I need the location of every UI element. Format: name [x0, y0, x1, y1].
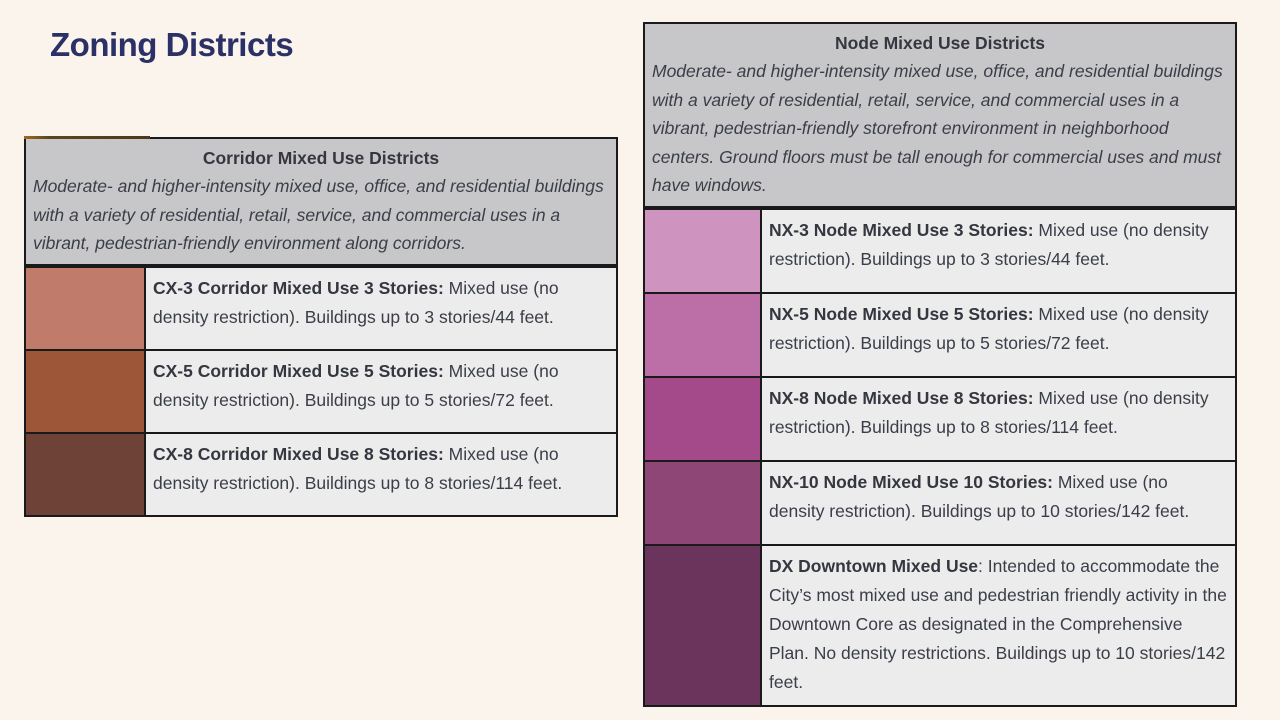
table-row-nx10: [645, 460, 1235, 544]
node-table-title: Node Mixed Use Districts: [834, 33, 1046, 53]
table-row-cx5: [26, 349, 616, 432]
table-row-cx8: [26, 432, 616, 515]
node-table-header: [645, 24, 1235, 208]
cx3-text: Mixed use (no density restriction). Buildings up to 3 stories/44 feet.: [153, 277, 559, 327]
nx8-text: Mixed use (no density restriction). Buildings up to 8 stories/114 feet.: [769, 387, 1209, 437]
table-row-nx5: [645, 292, 1235, 376]
cx8-label: CX-8 Corridor Mixed Use 8 Stories:: [153, 443, 444, 464]
nx10-description-cell: [762, 462, 1235, 544]
cx5-color-swatch: [26, 351, 146, 432]
page-title: Zoning Districts: [50, 26, 294, 63]
table-row-cx3: [26, 266, 616, 349]
dx-description-cell: [762, 546, 1235, 705]
table-row-nx8: [645, 376, 1235, 460]
cx8-text: Mixed use (no density restriction). Buildings up to 8 stories/114 feet.: [153, 443, 563, 493]
table-top-accent: [24, 136, 150, 139]
nx3-label: NX-3 Node Mixed Use 3 Stories:: [769, 219, 1034, 240]
nx10-label: NX-10 Node Mixed Use 10 Stories:: [769, 471, 1053, 492]
cx8-color-swatch: [26, 434, 146, 515]
nx5-text: Mixed use (no density restriction). Buildings up to 5 stories/72 feet.: [769, 303, 1209, 353]
dx-label: DX Downtown Mixed Use: [769, 555, 979, 576]
dx-color-swatch: [645, 546, 762, 705]
nx8-label: NX-8 Node Mixed Use 8 Stories:: [769, 387, 1034, 408]
cx5-description-cell: [146, 351, 616, 432]
nx8-description-cell: [762, 378, 1235, 460]
nx10-text: Mixed use (no density restriction). Buildings up to 10 stories/142 feet.: [769, 471, 1190, 521]
corridor-table-header: [26, 139, 616, 266]
nx3-color-swatch: [645, 210, 762, 292]
cx5-label: CX-5 Corridor Mixed Use 5 Stories:: [153, 360, 444, 381]
dx-text: : Intended to accommodate the City’s most mixed use and pedestrian friendly activity in the Downtown Core as designated in the Comprehensive Plan. No density restrictions. Buildings up to 10 stories/142 feet.: [769, 555, 1227, 692]
cx3-label: CX-3 Corridor Mixed Use 3 Stories:: [153, 277, 444, 298]
table-row-nx3: [645, 208, 1235, 292]
nx5-color-swatch: [645, 294, 762, 376]
cx3-description-cell: [146, 268, 616, 349]
cx8-description-cell: [146, 434, 616, 515]
corridor-table-title: Corridor Mixed Use Districts: [202, 148, 440, 168]
nx3-description-cell: [762, 210, 1235, 292]
cx3-color-swatch: [26, 268, 146, 349]
node-mixed-use-table: [643, 22, 1237, 707]
nx3-text: Mixed use (no density restriction). Buildings up to 3 stories/44 feet.: [769, 219, 1209, 269]
table-row-dx: [645, 544, 1235, 705]
nx5-description-cell: [762, 294, 1235, 376]
nx10-color-swatch: [645, 462, 762, 544]
corridor-mixed-use-table: [24, 137, 618, 517]
node-table-description: Moderate- and higher-intensity mixed use, office, and residential buildings with a variety of residential, retail, service, and commercial uses in a vibrant, pedestrian-friendly storefront environment in neighborhood centers. Ground floors must be tall enough for commercial uses and must have windows.: [652, 61, 1223, 195]
cx5-text: Mixed use (no density restriction). Buildings up to 5 stories/72 feet.: [153, 360, 559, 410]
nx8-color-swatch: [645, 378, 762, 460]
corridor-table-description: Moderate- and higher-intensity mixed use, office, and residential buildings with a variety of residential, retail, service, and commercial uses in a vibrant, pedestrian-friendly environment along corridors.: [33, 176, 604, 253]
nx5-label: NX-5 Node Mixed Use 5 Stories:: [769, 303, 1034, 324]
